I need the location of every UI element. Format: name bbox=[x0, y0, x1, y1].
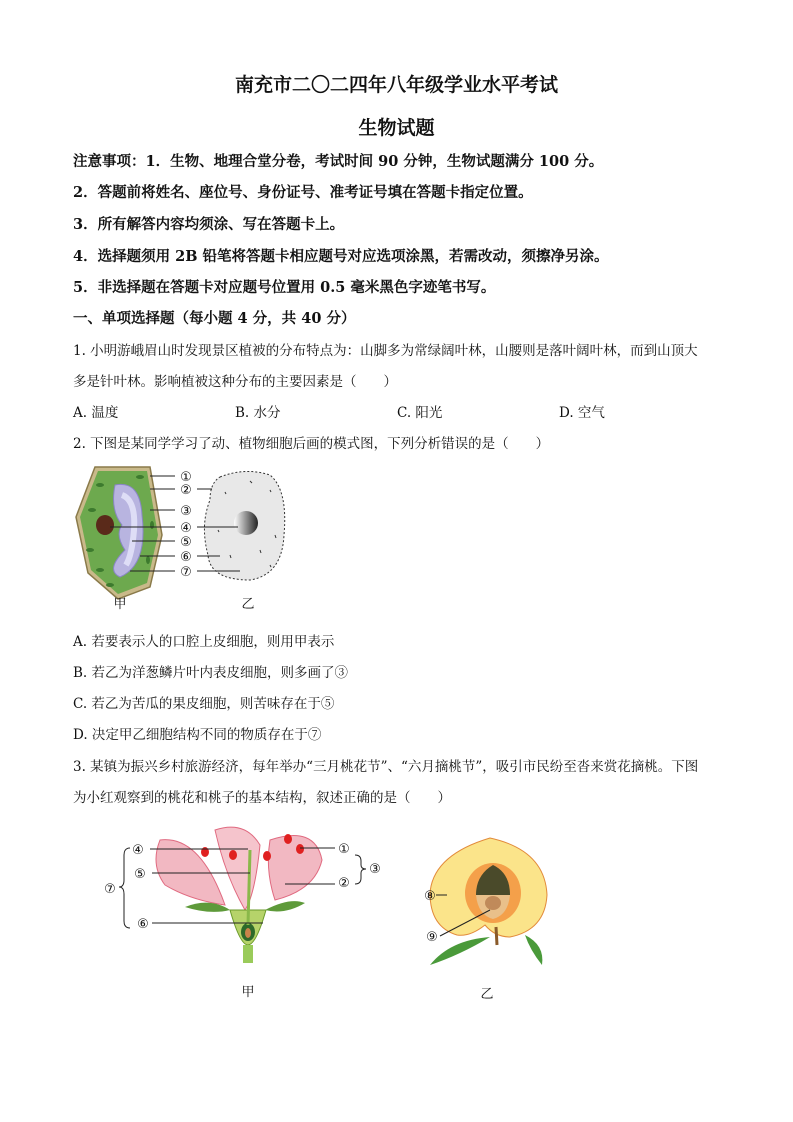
peach-flower bbox=[156, 827, 322, 963]
note-5: 5．非选择题在答题卡对应题号位置用 0.5 毫米黑色字迹笔书写。 bbox=[73, 279, 496, 296]
q1-option-c: C. 阳光 bbox=[397, 405, 443, 421]
caption-flower-jia: 甲 bbox=[241, 985, 255, 1000]
cell-label-7: ⑦ bbox=[180, 565, 192, 580]
q1-option-b: B. 水分 bbox=[235, 405, 281, 421]
flower-label-7: ⑦ bbox=[104, 882, 116, 897]
flower-label-5: ⑤ bbox=[134, 867, 146, 882]
peach-fruit bbox=[430, 838, 547, 965]
q2-option-c: C. 若乙为苦瓜的果皮细胞，则苦味存在于⑤ bbox=[73, 696, 335, 712]
q1-option-d: D. 空气 bbox=[559, 405, 605, 421]
cell-label-1: ① bbox=[180, 470, 192, 485]
cell-label-3: ③ bbox=[180, 504, 192, 519]
cell-label-6: ⑥ bbox=[180, 550, 192, 565]
cell-diagram bbox=[70, 455, 310, 625]
note-2: 2．答题前将姓名、座位号、身份证号、准考证号填在答题卡指定位置。 bbox=[73, 184, 533, 201]
exam-subtitle: 生物试题 bbox=[358, 117, 435, 139]
animal-cell bbox=[204, 471, 284, 580]
fruit-label-8: ⑧ bbox=[424, 889, 436, 904]
note-3: 3．所有解答内容均须涂、写在答题卡上。 bbox=[73, 216, 345, 233]
flower-label-6: ⑥ bbox=[137, 917, 149, 932]
caption-jia: 甲 bbox=[113, 597, 127, 612]
flower-label-3: ③ bbox=[369, 862, 381, 877]
caption-fruit-yi: 乙 bbox=[480, 987, 494, 1002]
q3-stem-line-1: 3. 某镇为振兴乡村旅游经济，每年举办“三月桃花节”、“六月摘桃节”，吸引市民纷至沓来赏花摘桃。下图 bbox=[73, 759, 699, 775]
q2-option-a: A. 若要表示人的口腔上皮细胞，则用甲表示 bbox=[73, 634, 335, 650]
flower-label-1: ① bbox=[338, 842, 350, 857]
cell-label-5: ⑤ bbox=[180, 535, 192, 550]
q2-option-d: D. 决定甲乙细胞结构不同的物质存在于⑦ bbox=[73, 727, 322, 743]
flower-label-2: ② bbox=[338, 876, 350, 891]
flower-label-4: ④ bbox=[132, 843, 144, 858]
plant-cell bbox=[76, 467, 162, 599]
caption-yi: 乙 bbox=[241, 597, 255, 612]
q1-option-a: A. 温度 bbox=[73, 405, 119, 421]
flower-fruit-diagram bbox=[90, 815, 570, 1005]
cell-label-2: ② bbox=[180, 483, 192, 498]
q2-stem: 2. 下图是某同学学习了动、植物细胞后画的模式图，下列分析错误的是（ ） bbox=[73, 436, 550, 452]
exam-title: 南充市二〇二四年八年级学业水平考试 bbox=[234, 74, 558, 96]
q3-stem-line-2: 为小红观察到的桃花和桃子的基本结构，叙述正确的是（ ） bbox=[73, 790, 451, 806]
section-heading: 一、单项选择题（每小题 4 分，共 40 分） bbox=[73, 310, 356, 327]
note-4: 4．选择题须用 2B 铅笔将答题卡相应题号对应选项涂黑，若需改动，须擦净另涂。 bbox=[73, 248, 609, 265]
q1-stem-line-2: 多是针叶林。影响植被这种分布的主要因素是（ ） bbox=[73, 374, 397, 390]
cell-label-4: ④ bbox=[180, 521, 192, 536]
q1-stem-line-1: 1. 小明游峨眉山时发现景区植被的分布特点为：山脚多为常绿阔叶林，山腰则是落叶阔叶林，而到山顶大 bbox=[73, 343, 698, 359]
q2-option-b: B. 若乙为洋葱鳞片叶内表皮细胞，则多画了③ bbox=[73, 665, 349, 681]
note-1: 注意事项：1．生物、地理合堂分卷，考试时间 90 分钟，生物试题满分 100 分。 bbox=[73, 153, 604, 170]
fruit-label-9: ⑨ bbox=[426, 930, 438, 945]
